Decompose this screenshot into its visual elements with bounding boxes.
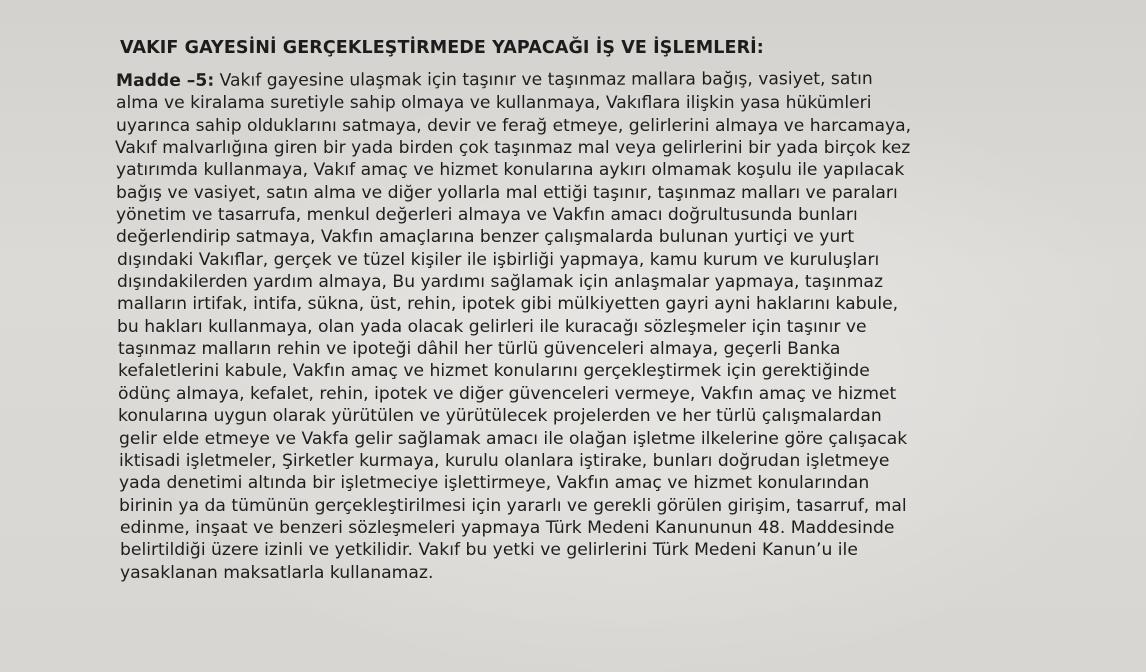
text-line: konularına uygun olarak yürütülen ve yürütülecek projelerden ve her türlü çalışmalardan xyxy=(118,406,882,427)
text-line: yatırımda kullanmaya, Vakıf amaç ve hizmet konularına aykırı olmamak koşulu ile yapılacak xyxy=(116,160,905,181)
text-line: yasaklanan maksatlarla kullanamaz. xyxy=(120,562,434,583)
article-label: Madde –5: xyxy=(115,70,215,91)
text-line: ödünç almaya, kefalet, rehin, ipotek ve diğer güvenceleri vermeye, Vakfın amaç ve hizmet xyxy=(118,383,897,404)
text-line: iktisadi işletmeler, Şirketler kurmaya, kurulu olanlara iştirake, bunları doğrudan işletmeye xyxy=(119,450,890,471)
text-line: yönetim ve tasarrufa, menkul değerleri almaya ve Vakfın amacı doğrultusunda bunları xyxy=(116,205,858,226)
text-line: dışındakilerden yardım almaya, Bu yardımı sağlamak için anlaşmalar yapmaya, taşınmaz xyxy=(117,272,883,293)
text-line: kefaletlerini kabule, Vakfın amaç ve hizmet konularını gerçekleştirmek için gerektiğinde xyxy=(118,361,870,382)
section-heading: VAKIF GAYESİNİ GERÇEKLEŞTİRMEDE YAPACAĞI İŞ VE İŞLEMLERİ: xyxy=(120,38,764,58)
text-line: değerlendirip satmaya, Vakfın amaçlarına benzer çalışmalarda bulunan yurtiçi ve yurt xyxy=(116,227,855,248)
text-line: belirtildiği üzere izinli ve yetkilidir. Vakıf bu yetki ve gelirlerini Türk Medeni Kanun’u ile xyxy=(120,540,858,561)
text-line: bağış ve vasiyet, satın alma ve diğer yollarla mal ettiği taşınır, taşınmaz malları ve paraları xyxy=(116,182,898,203)
article-body xyxy=(116,70,1076,584)
text-line: edinme, inşaat ve benzeri sözleşmeleri yapmaya Türk Medeni Kanununun 48. Maddesinde xyxy=(120,517,895,538)
text-line: birinin ya da tümünün gerçekleştirilmesi için yararlı ve gerekli görülen girişim, tasarruf, mal xyxy=(119,495,907,516)
text-line: malların irtifak, intifa, sükna, üst, rehin, ipotek gibi mülkiyetten gayri ayni haklarını kabule, xyxy=(117,294,899,315)
text-line: uyarınca sahip olduklarını satmaya, devir ve ferağ etmeye, gelirlerini almaya ve harcamaya, xyxy=(116,115,912,136)
text-line: bu hakları kullanmaya, olan yada olacak gelirleri ile kuracağı sözleşmeler için taşınır ve xyxy=(117,316,867,337)
text-line: dışındaki Vakıflar, gerçek ve tüzel kişiler ile işbirliği yapmaya, kamu kurum ve kuruluşları xyxy=(117,249,880,270)
text-line xyxy=(116,67,1074,92)
text-line: gelir elde etmeye ve Vakfa gelir sağlamak amacı ile olağan işletme ilkelerine göre çalışacak xyxy=(119,428,908,449)
text-line: Vakıf malvarlığına giren bir yada birden çok taşınmaz mal veya gelirlerini bir yada birçok kez xyxy=(115,138,911,159)
text-line: yada denetimi altında bir işletmeciye işlettirmeye, Vakfın amaç ve hizmet konularından xyxy=(119,473,870,494)
text-line-content: Vakıf gayesine ulaşmak için taşınır ve taşınmaz mallara bağış, vasiyet, satın xyxy=(214,69,873,91)
text-line: alma ve kiralama suretiyle sahip olmaya ve kullanmaya, Vakıflara ilişkin yasa hükümleri xyxy=(116,93,872,114)
text-line: taşınmaz malların rehin ve ipoteği dâhil her türlü güvenceleri almaya, geçerli Banka xyxy=(118,339,841,360)
